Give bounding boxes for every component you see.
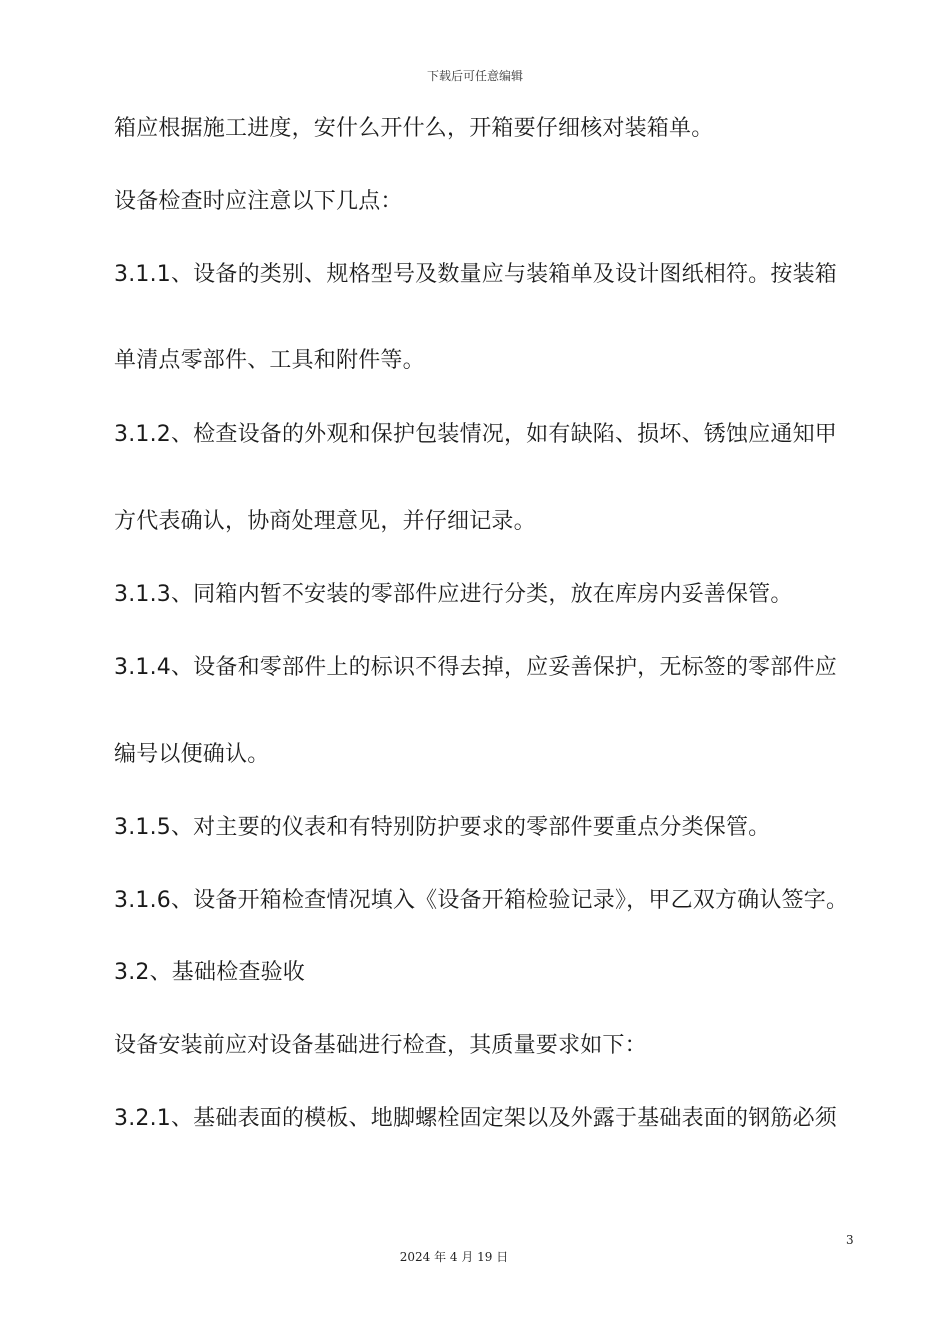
body-line: 3.1.2、检查设备的外观和保护包装情况，如有缺陷、损坏、锈蚀应通知甲 (114, 422, 837, 447)
body-line: 3.2.1、基础表面的模板、地脚螺栓固定架以及外露于基础表面的钢筋必须 (114, 1106, 837, 1131)
body-line: 方代表确认，协商处理意见，并仔细记录。 (114, 509, 536, 534)
body-line: 3.1.3、同箱内暂不安装的零部件应进行分类，放在库房内妥善保管。 (114, 582, 793, 607)
page-header: 下载后可任意编辑 (426, 69, 523, 83)
body-line: 3.1.4、设备和零部件上的标识不得去掉，应妥善保护，无标签的零部件应 (114, 655, 837, 680)
body-line: 设备安装前应对设备基础进行检查，其质量要求如下： (114, 1033, 647, 1058)
body-line: 箱应根据施工进度，安什么开什么，开箱要仔细核对装箱单。 (114, 116, 714, 141)
body-line: 3.1.1、设备的类别、规格型号及数量应与装箱单及设计图纸相符。按装箱 (114, 262, 837, 287)
body-line: 3.1.6、设备开箱检查情况填入《设备开箱检验记录》，甲乙双方确认签字。 (114, 888, 849, 913)
page-number: 3 (846, 1233, 854, 1247)
body-line: 设备检查时应注意以下几点： (114, 189, 403, 214)
body-line: 单清点零部件、工具和附件等。 (114, 348, 425, 373)
section-heading: 3.2、基础检查验收 (114, 960, 305, 985)
footer-date: 2024 年 4 月 19 日 (399, 1250, 509, 1264)
body-line: 编号以便确认。 (114, 742, 270, 767)
body-line: 3.1.5、对主要的仪表和有特别防护要求的零部件要重点分类保管。 (114, 815, 771, 840)
